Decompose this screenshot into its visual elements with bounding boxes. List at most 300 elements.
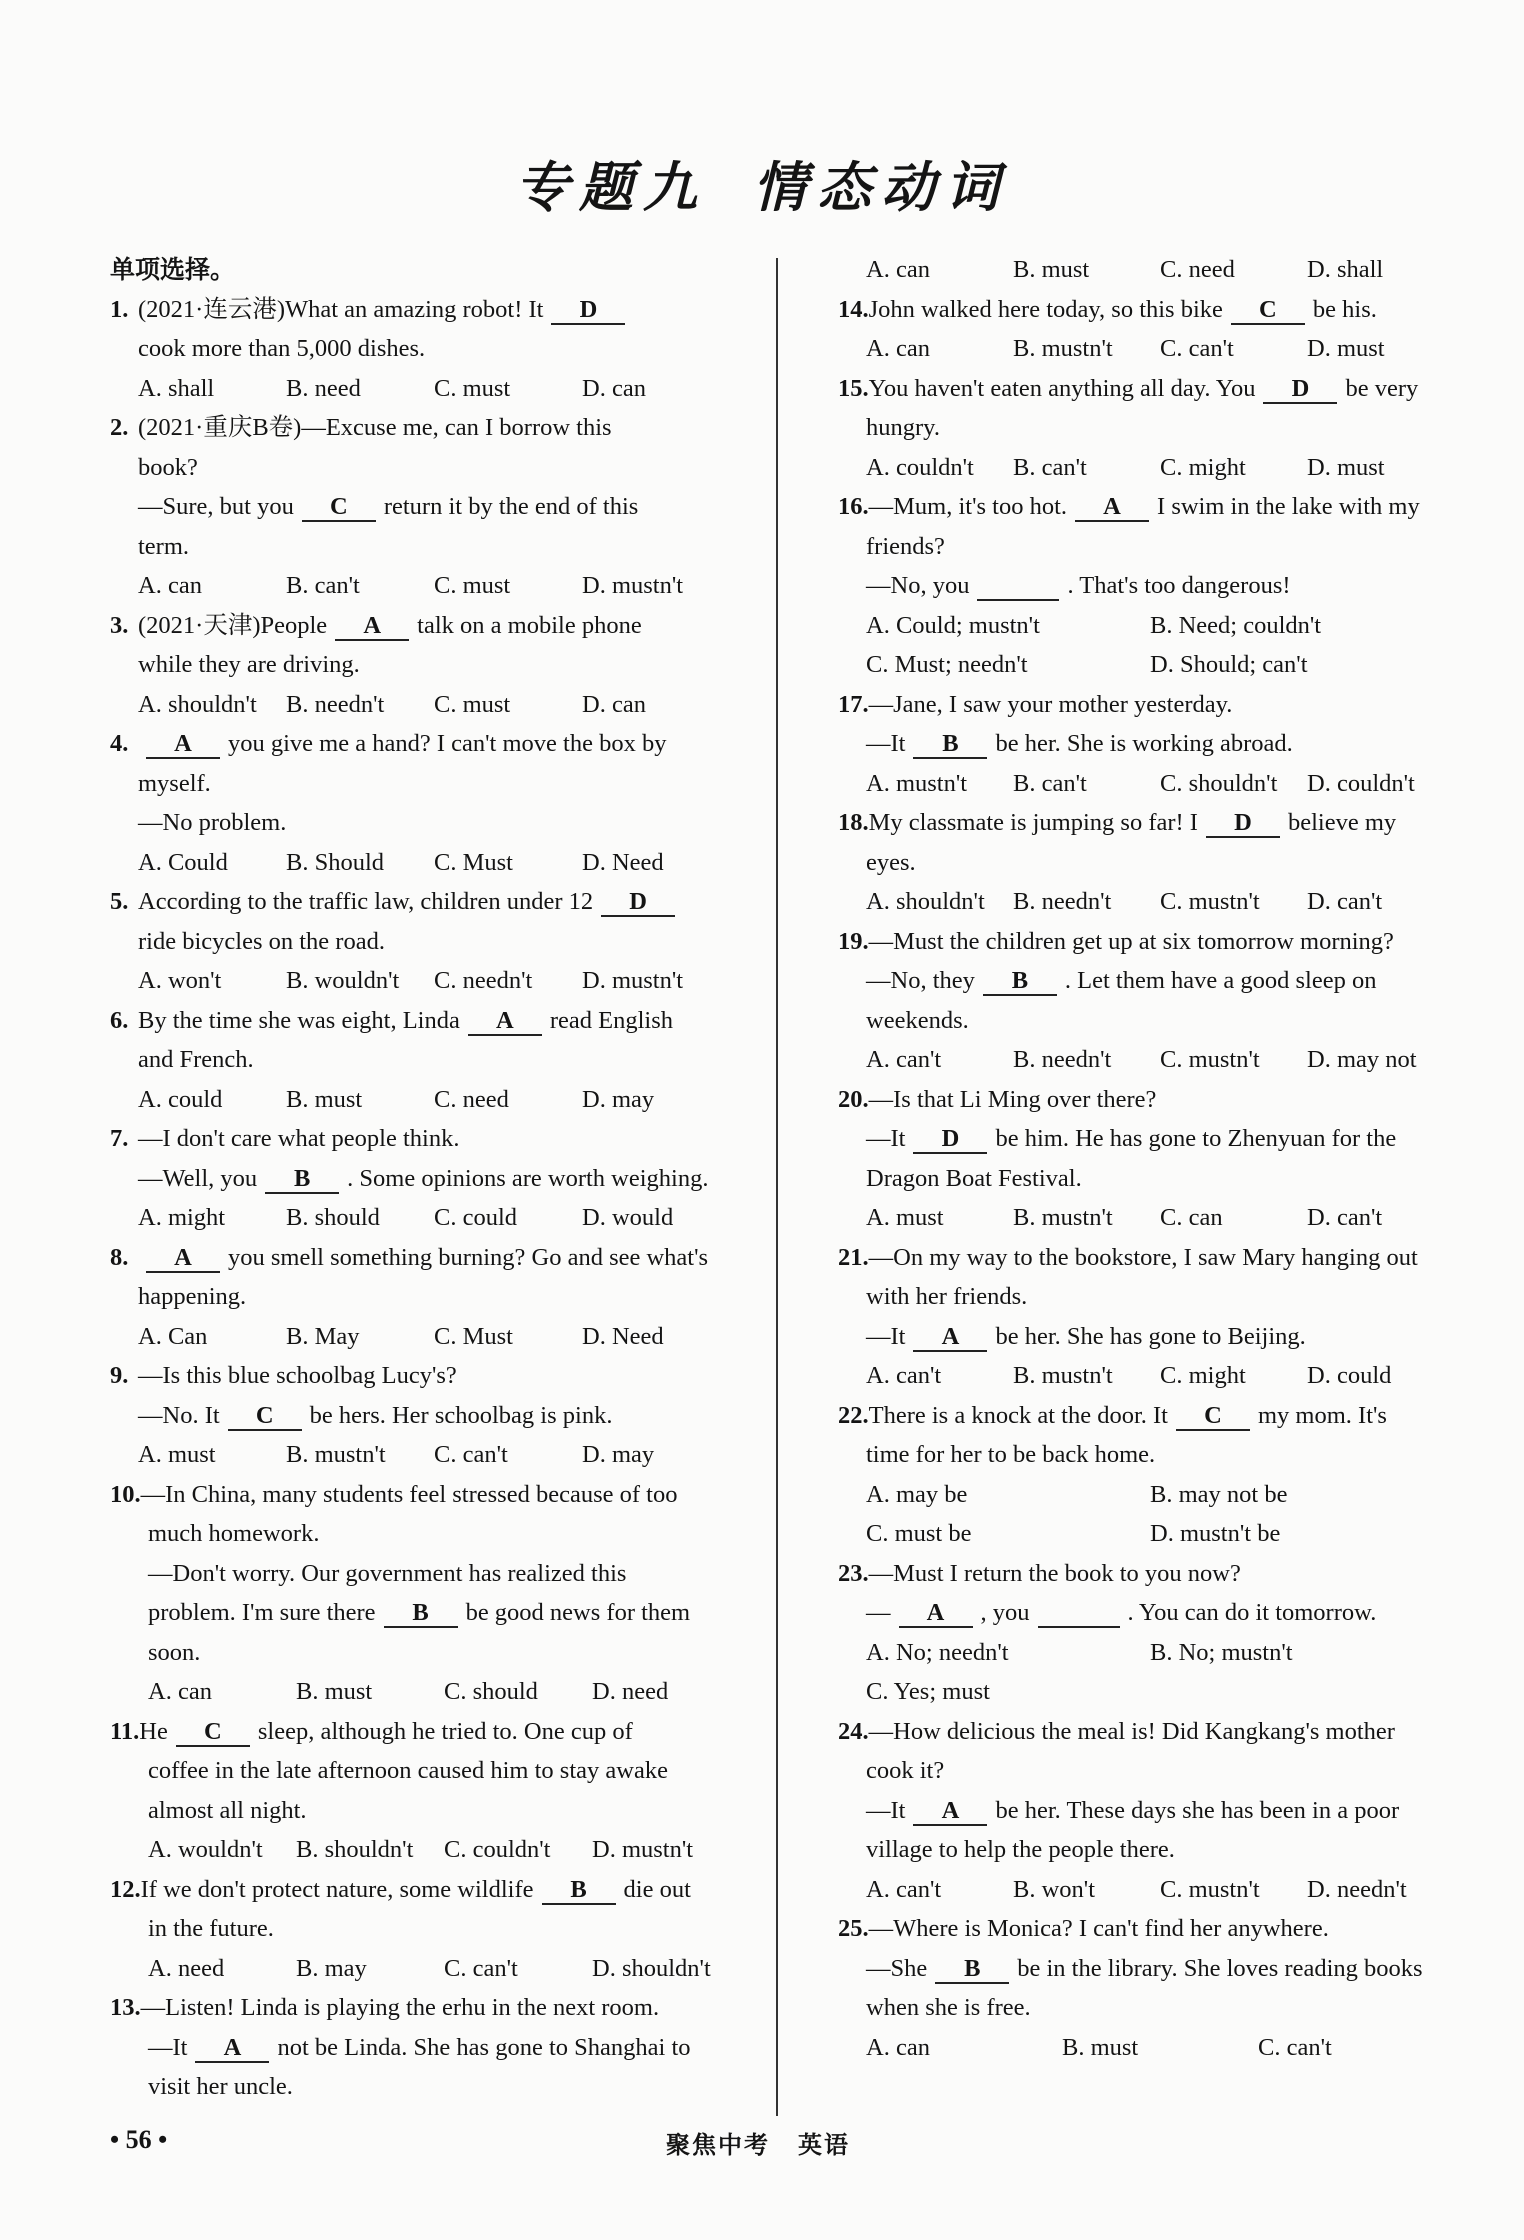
question-text: (2021·连云港)What an amazing robot! It bbox=[138, 295, 544, 323]
question-text: my mom. It's bbox=[1257, 1401, 1387, 1429]
question-text: you smell something burning? Go and see what's bbox=[228, 1243, 709, 1271]
answer-blank: D bbox=[1263, 376, 1337, 404]
question-line bbox=[838, 724, 1454, 764]
answer-blank: A bbox=[913, 1798, 987, 1826]
answer-blank: D bbox=[551, 297, 625, 325]
right-question-lines bbox=[838, 250, 1454, 2067]
answer-option: D. shall bbox=[1307, 256, 1384, 283]
question-text: There is a knock at the door. It bbox=[868, 1401, 1168, 1429]
question-text: My classmate is jumping so far! I bbox=[868, 809, 1198, 836]
question-text: die out bbox=[623, 1875, 691, 1903]
question-text: —Is that Li Ming over there? bbox=[868, 1085, 1157, 1113]
answer-option: C. can't bbox=[434, 1441, 508, 1468]
answer-option: D. mustn't bbox=[582, 572, 684, 599]
question-number: 11. bbox=[110, 1717, 140, 1745]
question-line bbox=[110, 724, 762, 764]
question-line bbox=[110, 645, 762, 685]
answer-option: C. shouldn't bbox=[1160, 769, 1278, 797]
answer-options bbox=[838, 1475, 1454, 1515]
answer-option: D. may not bbox=[1307, 1046, 1417, 1073]
question-text: soon. bbox=[148, 1638, 201, 1666]
answer-option: B. wouldn't bbox=[286, 967, 400, 994]
question-text: weekends. bbox=[866, 1006, 969, 1034]
answer-option: A. wouldn't bbox=[148, 1836, 263, 1863]
answer-option: D. would bbox=[582, 1204, 674, 1231]
answer-options bbox=[110, 1672, 762, 1712]
answer-option: C. can't bbox=[1258, 2033, 1332, 2061]
question-line bbox=[110, 1277, 762, 1317]
answer-option: A. No; needn't bbox=[866, 1638, 1009, 1666]
question-line bbox=[110, 1593, 762, 1633]
question-text: (2021·天津)People bbox=[138, 611, 328, 639]
question-text: be good news for them bbox=[465, 1599, 691, 1626]
answer-option: C. must bbox=[434, 690, 511, 718]
question-text: not be Linda. She has gone to Shanghai to bbox=[277, 2033, 691, 2061]
question-line bbox=[838, 1435, 1454, 1475]
column-divider bbox=[776, 258, 778, 2116]
answer-options bbox=[838, 1672, 1454, 1712]
question-text: . Some opinions are worth weighing. bbox=[347, 1164, 709, 1192]
question-line bbox=[838, 1830, 1454, 1870]
question-line bbox=[838, 1751, 1454, 1791]
answer-option: A. might bbox=[138, 1204, 226, 1231]
answer-option: A. Could; mustn't bbox=[866, 611, 1040, 639]
answer-option: A. mustn't bbox=[866, 769, 968, 797]
answer-option: B. needn't bbox=[286, 690, 385, 718]
answer-option: C. mustn't bbox=[1160, 1046, 1260, 1073]
question-line bbox=[110, 2028, 762, 2068]
answer-option: B. must bbox=[1062, 2033, 1139, 2061]
question-text: I swim in the lake with my bbox=[1157, 493, 1420, 520]
question-line bbox=[110, 1356, 762, 1396]
question-number: 5. bbox=[110, 888, 129, 915]
answer-blank: A bbox=[146, 1245, 220, 1273]
question-line bbox=[110, 487, 762, 527]
answer-option: D. must bbox=[1307, 453, 1385, 481]
answer-blank: B bbox=[913, 731, 987, 759]
question-line bbox=[838, 1554, 1454, 1594]
answer-options bbox=[838, 1514, 1454, 1554]
question-text: —Must the children get up at six tomorrow morning? bbox=[868, 927, 1394, 955]
answer-blank: A bbox=[195, 2035, 269, 2063]
answer-option: B. must bbox=[286, 1085, 363, 1113]
question-text: —Don't worry. Our government has realized this bbox=[148, 1559, 627, 1587]
question-number: 23. bbox=[838, 1559, 869, 1587]
question-text: sleep, although he tried to. One cup of bbox=[257, 1717, 633, 1745]
question-text: much homework. bbox=[148, 1520, 320, 1547]
question-text: believe my bbox=[1287, 809, 1397, 836]
answer-option: D. must bbox=[1307, 335, 1385, 362]
question-line bbox=[838, 803, 1454, 843]
question-text: book? bbox=[138, 453, 198, 481]
question-text: —How delicious the meal is! Did Kangkang's mother bbox=[868, 1717, 1395, 1745]
question-text: —Well, you bbox=[138, 1164, 258, 1192]
question-text: hungry. bbox=[866, 414, 940, 441]
answer-option: B. mustn't bbox=[286, 1441, 386, 1468]
question-number: 22. bbox=[838, 1401, 869, 1429]
answer-option: C. need bbox=[434, 1085, 509, 1113]
question-text: . That's too dangerous! bbox=[1067, 572, 1291, 599]
question-text: be very bbox=[1345, 374, 1419, 402]
answer-option: C. must bbox=[434, 572, 511, 599]
question-number: 24. bbox=[838, 1717, 869, 1745]
answer-option: D. Need bbox=[582, 848, 664, 876]
question-number: 4. bbox=[110, 730, 129, 757]
question-line bbox=[110, 1396, 762, 1436]
answer-blank: D bbox=[1206, 810, 1280, 838]
answer-option: B. May bbox=[286, 1322, 360, 1350]
question-number: 9. bbox=[110, 1362, 129, 1389]
question-text: —She bbox=[866, 1954, 928, 1982]
question-line bbox=[110, 764, 762, 804]
question-line bbox=[110, 1791, 762, 1831]
answer-blank: C bbox=[228, 1403, 302, 1431]
answer-option: D. could bbox=[1307, 1362, 1392, 1389]
question-number: 17. bbox=[838, 690, 869, 718]
question-number: 19. bbox=[838, 927, 869, 955]
question-text: —Jane, I saw your mother yesterday. bbox=[868, 690, 1233, 718]
answer-blank: A bbox=[1075, 494, 1149, 522]
answer-option: A. need bbox=[148, 1954, 225, 1982]
answer-option: C. must bbox=[434, 374, 511, 402]
question-text: —I don't care what people think. bbox=[138, 1125, 460, 1152]
answer-option: A. Can bbox=[138, 1322, 208, 1350]
answer-blank: A bbox=[146, 731, 220, 759]
answer-option: A. must bbox=[138, 1441, 216, 1468]
question-line bbox=[110, 1988, 762, 2028]
answer-blank: C bbox=[302, 494, 376, 522]
answer-option: D. Should; can't bbox=[1150, 651, 1308, 678]
answer-options bbox=[110, 1317, 762, 1357]
question-text: read English bbox=[549, 1006, 673, 1034]
question-text: time for her to be back home. bbox=[866, 1441, 1156, 1468]
answer-options bbox=[838, 882, 1454, 922]
answer-option: C. can bbox=[1160, 1204, 1223, 1231]
answer-option: A. can bbox=[866, 2033, 930, 2061]
answer-options bbox=[838, 645, 1454, 685]
answer-option: C. mustn't bbox=[1160, 888, 1260, 915]
answer-option: C. Must; needn't bbox=[866, 651, 1028, 678]
question-text: —No. It bbox=[138, 1401, 220, 1429]
answer-options bbox=[110, 1435, 762, 1475]
right-column bbox=[838, 250, 1454, 2067]
question-line bbox=[838, 1001, 1454, 1041]
title-topic: 专题九 bbox=[515, 158, 707, 218]
question-line bbox=[110, 1119, 762, 1159]
question-text: be her. These days she has been in a poor bbox=[995, 1796, 1400, 1824]
question-line bbox=[110, 1633, 762, 1673]
question-text: —Listen! Linda is playing the erhu in the next room. bbox=[140, 1994, 660, 2021]
answer-option: A. can't bbox=[866, 1875, 942, 1903]
answer-blank bbox=[977, 573, 1059, 601]
answer-options bbox=[110, 1198, 762, 1238]
question-line bbox=[838, 1593, 1454, 1633]
answer-option: C. can't bbox=[444, 1954, 518, 1982]
left-column bbox=[110, 250, 762, 2107]
answer-option: B. should bbox=[286, 1204, 380, 1231]
question-text: cook it? bbox=[866, 1757, 945, 1784]
question-text: —It bbox=[866, 1322, 906, 1350]
question-line bbox=[838, 1159, 1454, 1199]
answer-option: A. could bbox=[138, 1085, 223, 1113]
question-line bbox=[838, 1791, 1454, 1831]
question-line bbox=[838, 1949, 1454, 1989]
question-text: Dragon Boat Festival. bbox=[866, 1164, 1082, 1192]
answer-option: B. Should bbox=[286, 848, 385, 876]
question-text: You haven't eaten anything all day. You bbox=[868, 374, 1256, 402]
question-text: you give me a hand? I can't move the box by bbox=[228, 730, 667, 757]
answer-option: A. can bbox=[138, 572, 202, 599]
answer-options bbox=[110, 566, 762, 606]
answer-option: B. shouldn't bbox=[296, 1836, 414, 1863]
answer-option: B. mustn't bbox=[1013, 1204, 1113, 1231]
answer-option: B. must bbox=[296, 1678, 373, 1705]
answer-option: B. can't bbox=[286, 572, 360, 599]
answer-option: D. can bbox=[582, 374, 646, 402]
question-line bbox=[110, 1475, 762, 1515]
question-text: myself. bbox=[138, 769, 211, 797]
question-line bbox=[838, 1712, 1454, 1752]
question-text: almost all night. bbox=[148, 1796, 307, 1824]
answer-blank: B bbox=[542, 1877, 616, 1905]
answer-option: D. couldn't bbox=[1307, 769, 1415, 797]
answer-option: D. shouldn't bbox=[592, 1954, 711, 1982]
question-line bbox=[838, 1909, 1454, 1949]
answer-option: C. couldn't bbox=[444, 1836, 551, 1863]
question-text: He bbox=[139, 1717, 168, 1745]
book-footer bbox=[666, 2125, 878, 2160]
question-text: — bbox=[866, 1599, 891, 1626]
question-text: —Must I return the book to you now? bbox=[868, 1559, 1241, 1587]
answer-options bbox=[110, 369, 762, 409]
answer-options bbox=[838, 1198, 1454, 1238]
question-line bbox=[110, 803, 762, 843]
question-text: , you bbox=[980, 1599, 1030, 1626]
answer-option: D. mustn't bbox=[582, 967, 684, 994]
answer-option: C. needn't bbox=[434, 967, 533, 994]
question-text: be her. She has gone to Beijing. bbox=[995, 1322, 1306, 1350]
page-number: • 56 • bbox=[110, 2125, 168, 2154]
question-text: . Let them have a good sleep on bbox=[1064, 967, 1377, 994]
question-line bbox=[110, 1159, 762, 1199]
answer-blank: A bbox=[913, 1324, 987, 1352]
question-line bbox=[838, 290, 1454, 330]
answer-option: C. might bbox=[1160, 1362, 1246, 1389]
question-text: be him. He has gone to Zhenyuan for the bbox=[995, 1125, 1397, 1152]
question-text: ride bicycles on the road. bbox=[138, 927, 385, 955]
question-line bbox=[110, 882, 762, 922]
answer-blank: A bbox=[468, 1008, 542, 1036]
question-number: 18. bbox=[838, 809, 869, 836]
question-line bbox=[838, 1119, 1454, 1159]
question-line bbox=[838, 685, 1454, 725]
question-text: be her. She is working abroad. bbox=[995, 730, 1293, 757]
question-line bbox=[110, 408, 762, 448]
answer-option: A. Could bbox=[138, 848, 228, 876]
question-line bbox=[110, 1554, 762, 1594]
answer-options bbox=[110, 1949, 762, 1989]
question-text: —Is this blue schoolbag Lucy's? bbox=[138, 1362, 457, 1389]
question-text: visit her uncle. bbox=[148, 2073, 293, 2100]
answer-blank: B bbox=[384, 1600, 458, 1628]
answer-option: A. can bbox=[866, 335, 930, 362]
question-line bbox=[110, 527, 762, 567]
question-number: 6. bbox=[110, 1006, 129, 1034]
answer-option: A. shouldn't bbox=[866, 888, 985, 915]
answer-option: A. won't bbox=[138, 967, 222, 994]
question-line bbox=[110, 1909, 762, 1949]
answer-blank: C bbox=[1176, 1403, 1250, 1431]
answer-options bbox=[838, 1356, 1454, 1396]
answer-options bbox=[838, 250, 1454, 290]
question-line bbox=[838, 843, 1454, 883]
answer-option: C. might bbox=[1160, 453, 1246, 481]
question-line bbox=[838, 1277, 1454, 1317]
question-text: when she is free. bbox=[866, 1994, 1031, 2021]
question-number: 16. bbox=[838, 493, 869, 520]
question-line bbox=[838, 922, 1454, 962]
answer-blank: B bbox=[935, 1956, 1009, 1984]
answer-options bbox=[838, 2028, 1454, 2068]
answer-option: B. can't bbox=[1013, 769, 1087, 797]
question-text: (2021·重庆B卷)—Excuse me, can I borrow this bbox=[138, 414, 612, 441]
question-line bbox=[110, 1001, 762, 1041]
answer-option: D. Need bbox=[582, 1322, 664, 1350]
question-text: —It bbox=[866, 1125, 906, 1152]
answer-option: D. can't bbox=[1307, 888, 1383, 915]
question-line bbox=[838, 487, 1454, 527]
answer-option: C. Must bbox=[434, 848, 513, 876]
question-text: in the future. bbox=[148, 1915, 274, 1942]
question-line bbox=[110, 606, 762, 646]
question-line bbox=[838, 1317, 1454, 1357]
answer-option: D. mustn't be bbox=[1150, 1520, 1281, 1547]
answer-option: C. mustn't bbox=[1160, 1875, 1260, 1903]
answer-option: A. may be bbox=[866, 1480, 968, 1508]
answer-blank: A bbox=[899, 1600, 973, 1628]
answer-option: C. must be bbox=[866, 1520, 972, 1547]
question-line bbox=[838, 1080, 1454, 1120]
answer-option: C. need bbox=[1160, 256, 1235, 283]
answer-option: B. need bbox=[286, 374, 361, 402]
question-text: happening. bbox=[138, 1283, 247, 1310]
question-line bbox=[838, 1396, 1454, 1436]
question-number: 14. bbox=[838, 295, 869, 323]
answer-options bbox=[110, 843, 762, 883]
answer-options bbox=[838, 329, 1454, 369]
question-text: term. bbox=[138, 532, 190, 560]
question-line bbox=[110, 1751, 762, 1791]
answer-options bbox=[838, 764, 1454, 804]
answer-option: B. needn't bbox=[1013, 888, 1112, 915]
question-line bbox=[110, 1040, 762, 1080]
answer-blank: C bbox=[176, 1719, 250, 1747]
question-text: problem. I'm sure there bbox=[148, 1599, 376, 1626]
question-number: 13. bbox=[110, 1994, 141, 2021]
answer-option: B. may bbox=[296, 1954, 367, 1982]
answer-options bbox=[838, 1040, 1454, 1080]
question-text: —In China, many students feel stressed because of too bbox=[140, 1480, 678, 1508]
answer-options bbox=[110, 961, 762, 1001]
book-subject: 英语 bbox=[798, 2131, 850, 2159]
answer-option: D. needn't bbox=[1307, 1875, 1407, 1903]
question-text: —No, they bbox=[866, 967, 975, 994]
answer-options bbox=[838, 448, 1454, 488]
answer-options bbox=[838, 1633, 1454, 1673]
question-number: 20. bbox=[838, 1085, 869, 1113]
question-line bbox=[838, 1988, 1454, 2028]
question-line bbox=[110, 1514, 762, 1554]
answer-option: D. may bbox=[582, 1085, 655, 1113]
question-text: cook more than 5,000 dishes. bbox=[138, 335, 426, 362]
question-text: —On my way to the bookstore, I saw Mary hanging out bbox=[868, 1243, 1418, 1271]
question-text: while they are driving. bbox=[138, 651, 360, 678]
question-line bbox=[110, 2067, 762, 2107]
answer-option: A. can't bbox=[866, 1362, 942, 1389]
answer-blank: B bbox=[983, 968, 1057, 996]
answer-option: D. can bbox=[582, 690, 646, 718]
question-number: 21. bbox=[838, 1243, 869, 1271]
answer-options bbox=[838, 606, 1454, 646]
question-text: return it by the end of this bbox=[383, 493, 639, 520]
answer-option: D. mustn't bbox=[592, 1836, 694, 1863]
question-number: 8. bbox=[110, 1243, 129, 1271]
question-text: be hers. Her schoolbag is pink. bbox=[309, 1401, 613, 1429]
question-text: —No, you bbox=[866, 572, 970, 599]
question-line bbox=[110, 1870, 762, 1910]
answer-option: A. must bbox=[866, 1204, 944, 1231]
answer-option: D. may bbox=[582, 1441, 655, 1468]
page-title bbox=[0, 145, 1524, 222]
question-line bbox=[838, 408, 1454, 448]
answer-options bbox=[110, 1080, 762, 1120]
question-text: —It bbox=[866, 730, 906, 757]
answer-option: B. mustn't bbox=[1013, 1362, 1113, 1389]
answer-option: C. Yes; must bbox=[866, 1678, 990, 1705]
answer-options bbox=[838, 1870, 1454, 1910]
question-line bbox=[838, 566, 1454, 606]
question-text: By the time she was eight, Linda bbox=[138, 1006, 460, 1034]
question-line bbox=[838, 1238, 1454, 1278]
question-text: —Sure, but you bbox=[138, 493, 294, 520]
answer-option: C. could bbox=[434, 1204, 518, 1231]
question-number: 25. bbox=[838, 1915, 869, 1942]
question-line bbox=[110, 922, 762, 962]
question-line bbox=[110, 448, 762, 488]
question-number: 1. bbox=[110, 295, 129, 323]
question-number: 15. bbox=[838, 374, 869, 402]
question-text: village to help the people there. bbox=[866, 1836, 1175, 1863]
question-number: 10. bbox=[110, 1480, 141, 1508]
question-text: with her friends. bbox=[866, 1283, 1028, 1310]
question-number: 3. bbox=[110, 611, 129, 639]
question-line bbox=[110, 329, 762, 369]
answer-option: D. need bbox=[592, 1678, 669, 1705]
answer-option: D. can't bbox=[1307, 1204, 1383, 1231]
question-text: . You can do it tomorrow. bbox=[1127, 1599, 1377, 1626]
answer-option: C. Must bbox=[434, 1322, 513, 1350]
answer-blank bbox=[1038, 1600, 1120, 1628]
answer-blank: A bbox=[335, 613, 409, 641]
question-line bbox=[110, 1712, 762, 1752]
answer-option: A. can bbox=[866, 256, 930, 283]
question-number: 2. bbox=[110, 414, 129, 441]
answer-option: A. can bbox=[148, 1678, 212, 1705]
question-text: coffee in the late afternoon caused him to stay awake bbox=[148, 1757, 668, 1784]
question-text: —It bbox=[866, 1796, 906, 1824]
question-line bbox=[838, 369, 1454, 409]
question-text: If we don't protect nature, some wildlife bbox=[140, 1875, 534, 1903]
